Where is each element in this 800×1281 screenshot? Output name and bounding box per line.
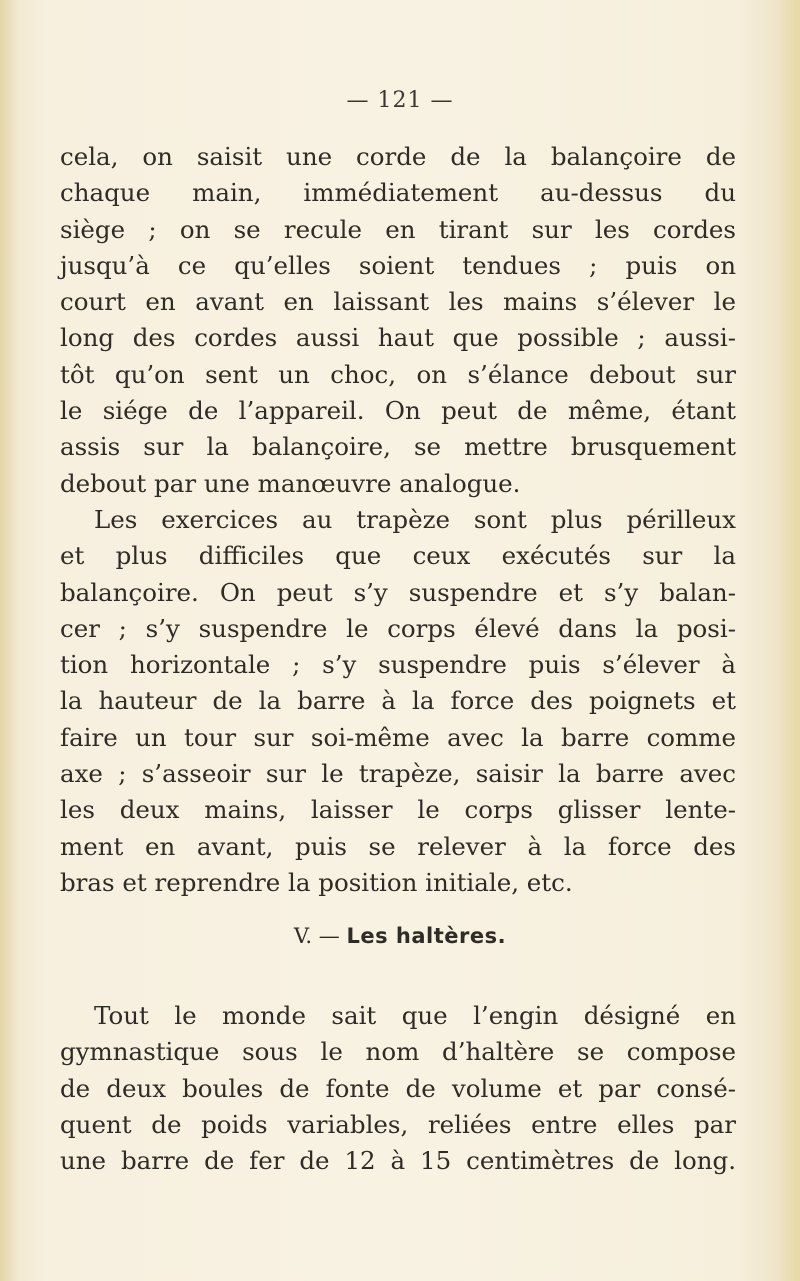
text-line: gymnastique sous le nom d’haltère se compose: [60, 1037, 736, 1067]
section-heading-title: Les haltères.: [346, 924, 507, 948]
text-line: les deux mains, laisser le corps glisser lente-: [60, 795, 736, 825]
text-block-lower: [60, 998, 736, 1179]
text-line: le siége de l’appareil. On peut de même, étant: [60, 396, 736, 426]
text-line: chaque main, immédiatement au-dessus du: [60, 178, 736, 208]
page-number: — 121 —: [346, 88, 454, 113]
text-line: cela, on saisit une corde de la balançoire de: [60, 142, 736, 171]
page-edge-shadow-right: [778, 0, 800, 1281]
text-line: Tout le monde sait que l’engin désigné en: [94, 1001, 736, 1030]
text-line: cer ; s’y suspendre le corps élevé dans la posi-: [60, 613, 736, 643]
text-line: de deux boules de fonte de volume et par consé-: [60, 1073, 736, 1103]
text-line: tion horizontale ; s’y suspendre puis s’élever à: [60, 650, 736, 680]
text-line: court en avant en laissant les mains s’élever le: [60, 287, 736, 317]
text-line: quent de poids variables, reliées entre elles par: [60, 1109, 736, 1139]
text-line: bras et reprendre la position initiale, etc.: [60, 867, 573, 897]
section-heading: [0, 924, 800, 948]
text-line: tôt qu’on sent un choc, on s’élance debout sur: [60, 359, 736, 389]
section-heading-prefix: V. —: [293, 924, 347, 948]
text-line: debout par une manœuvre analogue.: [60, 468, 521, 498]
text-line: siège ; on se recule en tirant sur les cordes: [60, 214, 736, 244]
text-line: une barre de fer de 12 à 15 centimètres de long.: [60, 1146, 736, 1176]
text-line: jusqu’à ce qu’elles soient tendues ; puis on: [60, 250, 736, 280]
text-line: axe ; s’asseoir sur le trapèze, saisir la barre avec: [60, 759, 736, 789]
text-block-upper: [60, 139, 736, 901]
text-line: long des cordes aussi haut que possible ; aussi-: [60, 323, 736, 353]
page-edge-shadow-left: [0, 0, 18, 1281]
text-line: la hauteur de la barre à la force des poignets et: [60, 686, 736, 716]
text-line: et plus difficiles que ceux exécutés sur la: [60, 541, 736, 571]
text-line: balançoire. On peut s’y suspendre et s’y balan-: [60, 577, 736, 607]
text-line: assis sur la balançoire, se mettre brusquement: [60, 432, 736, 462]
text-line: faire un tour sur soi-même avec la barre comme: [60, 722, 736, 752]
text-line: ment en avant, puis se relever à la force des: [60, 831, 736, 861]
text-line: Les exercices au trapèze sont plus périlleux: [94, 504, 736, 534]
